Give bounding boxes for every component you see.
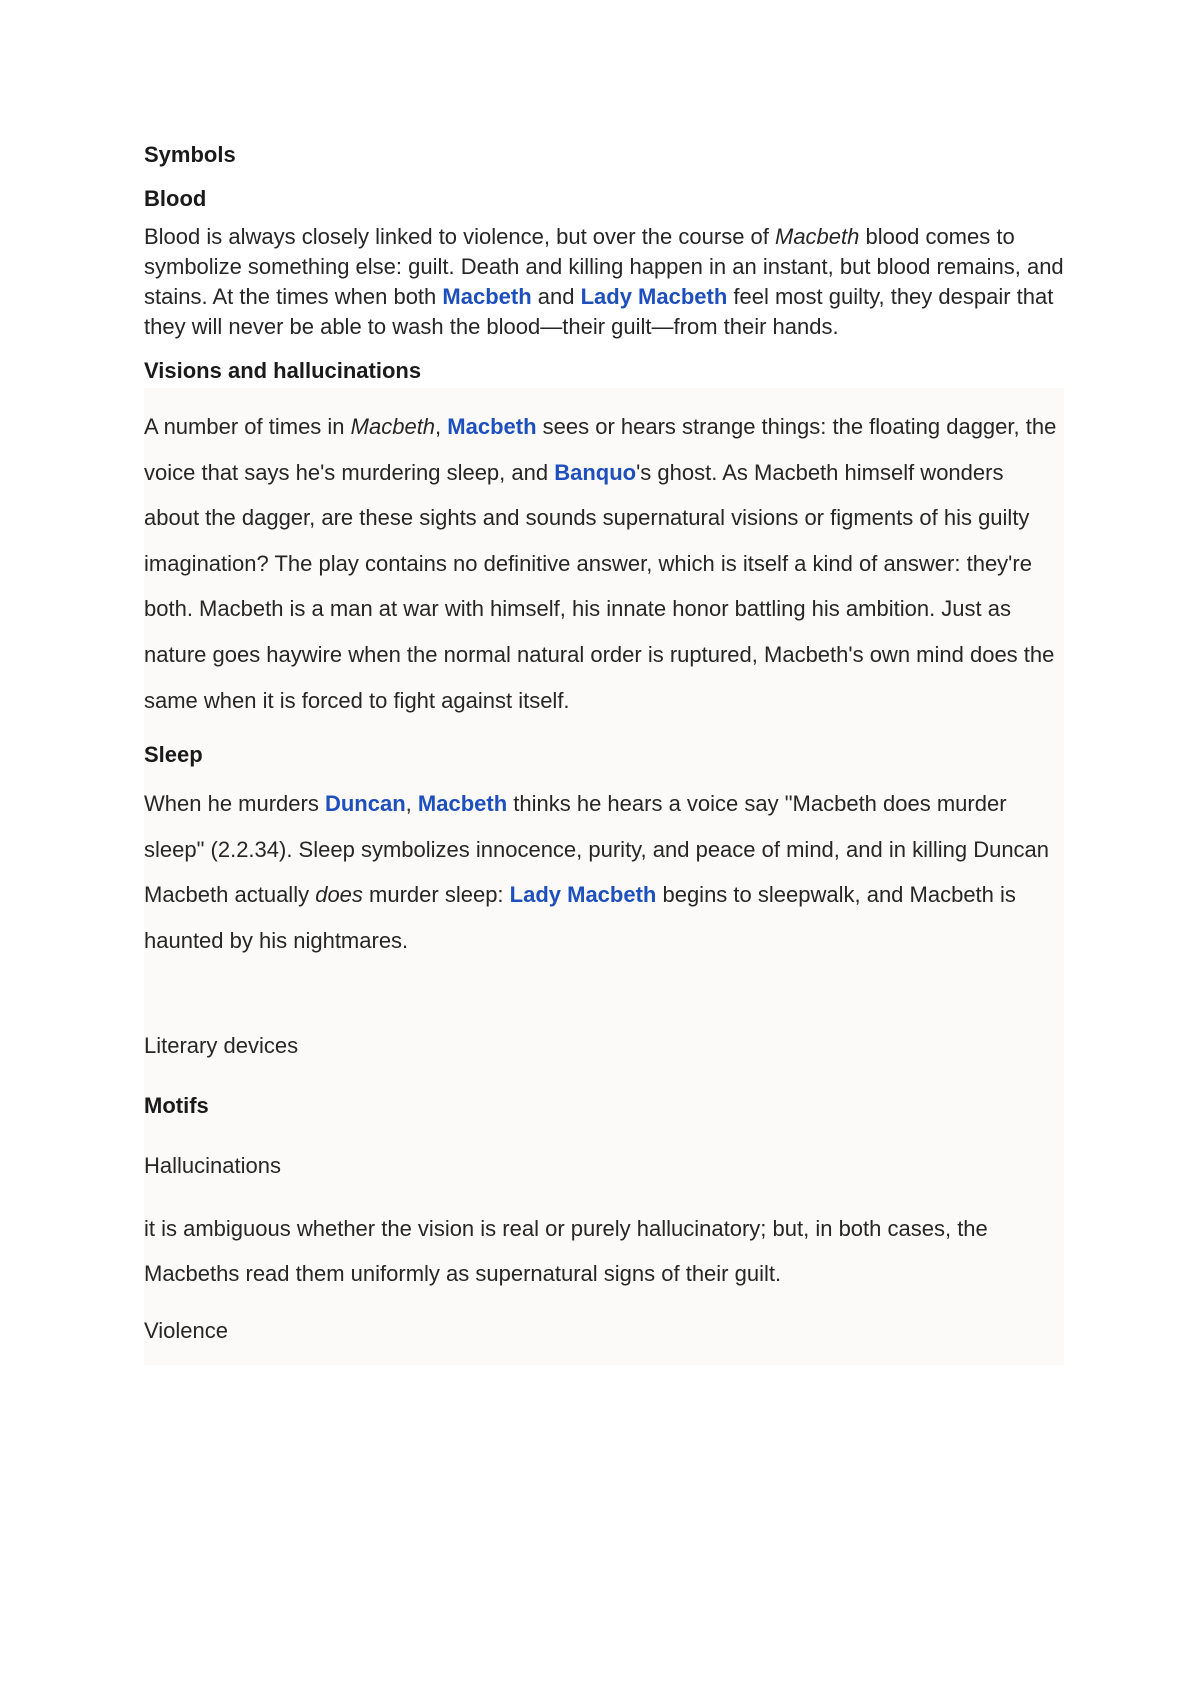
text-run: feel most guilty, they despair that they will never be able to wash the blood—their guilt—from their hands. [144, 284, 1054, 339]
link-macbeth[interactable]: Macbeth [417, 791, 508, 817]
text-run: murder sleep: [362, 882, 510, 908]
text-run: , [405, 791, 418, 817]
text-run: sees or hears strange things: the floating dagger, the voice that says he's murdering sleep, and [144, 414, 1057, 485]
document-content [144, 140, 1064, 1365]
text-run: A number of times in [144, 414, 351, 439]
subheading-visions: Visions and hallucinations [144, 358, 422, 383]
link-duncan[interactable]: Duncan [324, 791, 406, 817]
link-banquo[interactable]: Banquo [554, 459, 637, 485]
paragraph-blood [144, 222, 1064, 342]
emphasis: does [315, 882, 363, 908]
subheading-motifs: Motifs [144, 1092, 209, 1118]
text-run: When he murders [144, 791, 325, 817]
spacer [144, 964, 1064, 1026]
paragraph-visions [144, 404, 1064, 723]
section-title-symbols: Symbols [144, 142, 236, 167]
link-macbeth[interactable]: Macbeth [447, 414, 537, 439]
section-title-literary-devices: Literary devices [144, 1032, 299, 1058]
subheading-blood: Blood [144, 186, 207, 211]
paragraph-sleep [144, 781, 1064, 963]
subheading-sleep: Sleep [144, 742, 203, 768]
shaded-content-block [144, 388, 1064, 1365]
title-reference: Macbeth [350, 414, 436, 439]
text-run: and [531, 284, 581, 309]
title-reference: Macbeth [775, 224, 860, 249]
link-lady-macbeth[interactable]: Lady Macbeth [580, 284, 728, 309]
text-run: begins to sleepwalk, and Macbeth is haunted by his nightmares. [144, 882, 1016, 953]
text-run: thinks he hears a voice say "Macbeth does murder sleep" (2.2.34). Sleep symbolizes innocence, purity, and peace of mind, and in killing Duncan Macbeth actually [144, 791, 1050, 908]
link-lady-macbeth[interactable]: Lady Macbeth [509, 882, 657, 908]
text-run: Blood is always closely linked to violence, but over the course of [144, 224, 775, 249]
paragraph-hallucinations: it is ambiguous whether the vision is real or purely hallucinatory; but, in both cases, the Macbeths read them uniformly as supernatural signs of their guilt. [144, 1215, 988, 1287]
text-run: blood comes to symbolize something else: guilt. Death and killing happen in an instant, but blood remains, and stains. At the times when both [144, 224, 1064, 309]
motif-label-hallucinations: Hallucinations [144, 1152, 281, 1178]
text-run: , [435, 414, 448, 439]
motif-label-violence: Violence [144, 1317, 228, 1343]
link-macbeth[interactable]: Macbeth [442, 284, 532, 309]
text-run: 's ghost. As Macbeth himself wonders about the dagger, are these sights and sounds supernatural visions or figments of his guilty imagination? The play contains no definitive answer, which is itself a kind of answer: they're both. Macbeth is a man at war with himself, his innate honor battling his ambition. Just as nature goes haywire when the normal natural order is ruptured, Macbeth's own mind does the same when it is forced to fight against itself. [144, 459, 1055, 713]
